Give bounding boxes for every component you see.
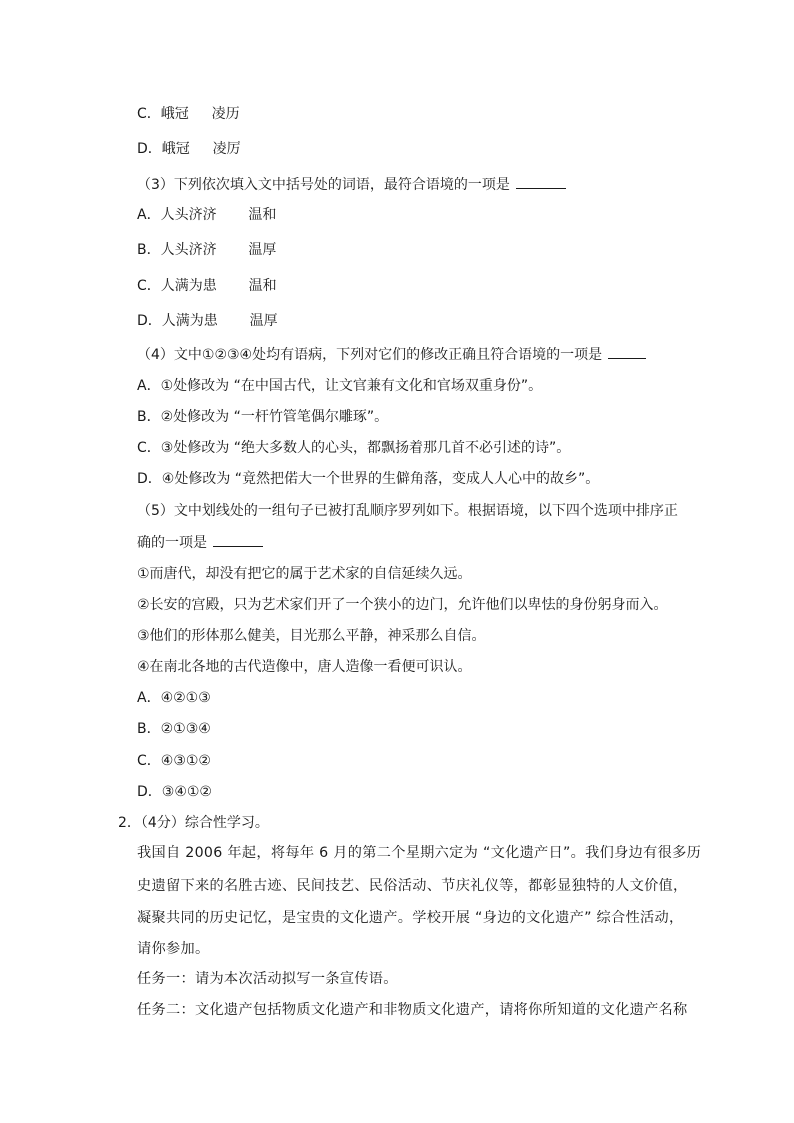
q1-option-c: C．峨冠 凌历 (137, 106, 240, 122)
q4-stem-text: （4）文中①②③④处均有语病，下列对它们的修改正确且符合语境的一项是 (137, 347, 603, 363)
q3-option-a: A．人头济济 温和 (137, 207, 277, 223)
q5-sentence-4: ④在南北各地的古代造像中，唐人造像一看便可识认。 (137, 659, 472, 675)
q4-option-c: C．③处修改为 “绝大多数人的心头，都飘扬着那几首不必引述的诗”。 (137, 440, 571, 456)
q3-option-c: C．人满为患 温和 (137, 278, 277, 294)
q2-heading: 2．（4分）综合性学习。 (118, 815, 269, 831)
q5-sentence-2: ②长安的宫殿，只为艺术家们开了一个狭小的边门，允许他们以卑怯的身份躬身而入。 (137, 597, 668, 613)
q5-option-d: D．③④①② (137, 784, 212, 800)
q2-task-2: 任务二：文化遗产包括物质文化遗产和非物质文化遗产，请将你所知道的文化遗产名称 (137, 1002, 688, 1018)
q5-sentence-3: ③他们的形体那么健美，目光那么平静，神采那么自信。 (137, 628, 486, 644)
q4-option-b: B．②处修改为 “一杆竹管笔偶尔雕琢”。 (137, 409, 389, 425)
q1-option-d: D．峨冠 凌厉 (137, 141, 241, 157)
q2-paragraph-line: 凝聚共同的历史记忆，是宝贵的文化遗产。学校开展 “身边的文化遗产” 综合性活动， (137, 910, 684, 926)
q4-stem (137, 344, 646, 364)
q2-paragraph-line: 我国自 2006 年起，将每年 6 月的第二个星期六定为 “文化遗产日”。我们身边有很多历 (137, 845, 702, 861)
q3-stem (137, 174, 566, 194)
q2-paragraph-line: 请你参加。 (137, 941, 210, 957)
q2-paragraph-line: 史遗留下来的名胜古迹、民间技艺、民俗活动、节庆礼仪等，都彰显独特的人文价值， (137, 878, 688, 894)
q3-stem-text: （3）下列依次填入文中括号处的词语，最符合语境的一项是 (137, 177, 510, 193)
q5-option-b: B．②①③④ (137, 721, 211, 737)
q4-option-d: D．④处修改为 “竟然把偌大一个世界的生僻角落，变成人人心中的故乡”。 (137, 471, 600, 487)
answer-blank (608, 344, 646, 359)
answer-blank (213, 532, 263, 547)
q5-stem-line2 (137, 532, 263, 552)
q5-sentence-1: ①而唐代，却没有把它的属于艺术家的自信延续久远。 (137, 566, 472, 582)
q4-option-a: A．①处修改为 “在中国古代，让文官兼有文化和官场双重身份”。 (137, 378, 543, 394)
q5-option-c: C．④③①② (137, 753, 211, 769)
q2-task-1: 任务一：请为本次活动拟写一条宣传语。 (137, 971, 398, 987)
q5-option-a: A．④②①③ (137, 690, 211, 706)
q3-option-b: B．人头济济 温厚 (137, 242, 277, 258)
q5-stem-text: 确的一项是 (137, 535, 207, 551)
answer-blank (516, 174, 566, 189)
q3-option-d: D．人满为患 温厚 (137, 313, 278, 329)
q5-stem-line1: （5）文中划线处的一组句子已被打乱顺序罗列如下。根据语境，以下四个选项中排序正 (137, 503, 678, 519)
